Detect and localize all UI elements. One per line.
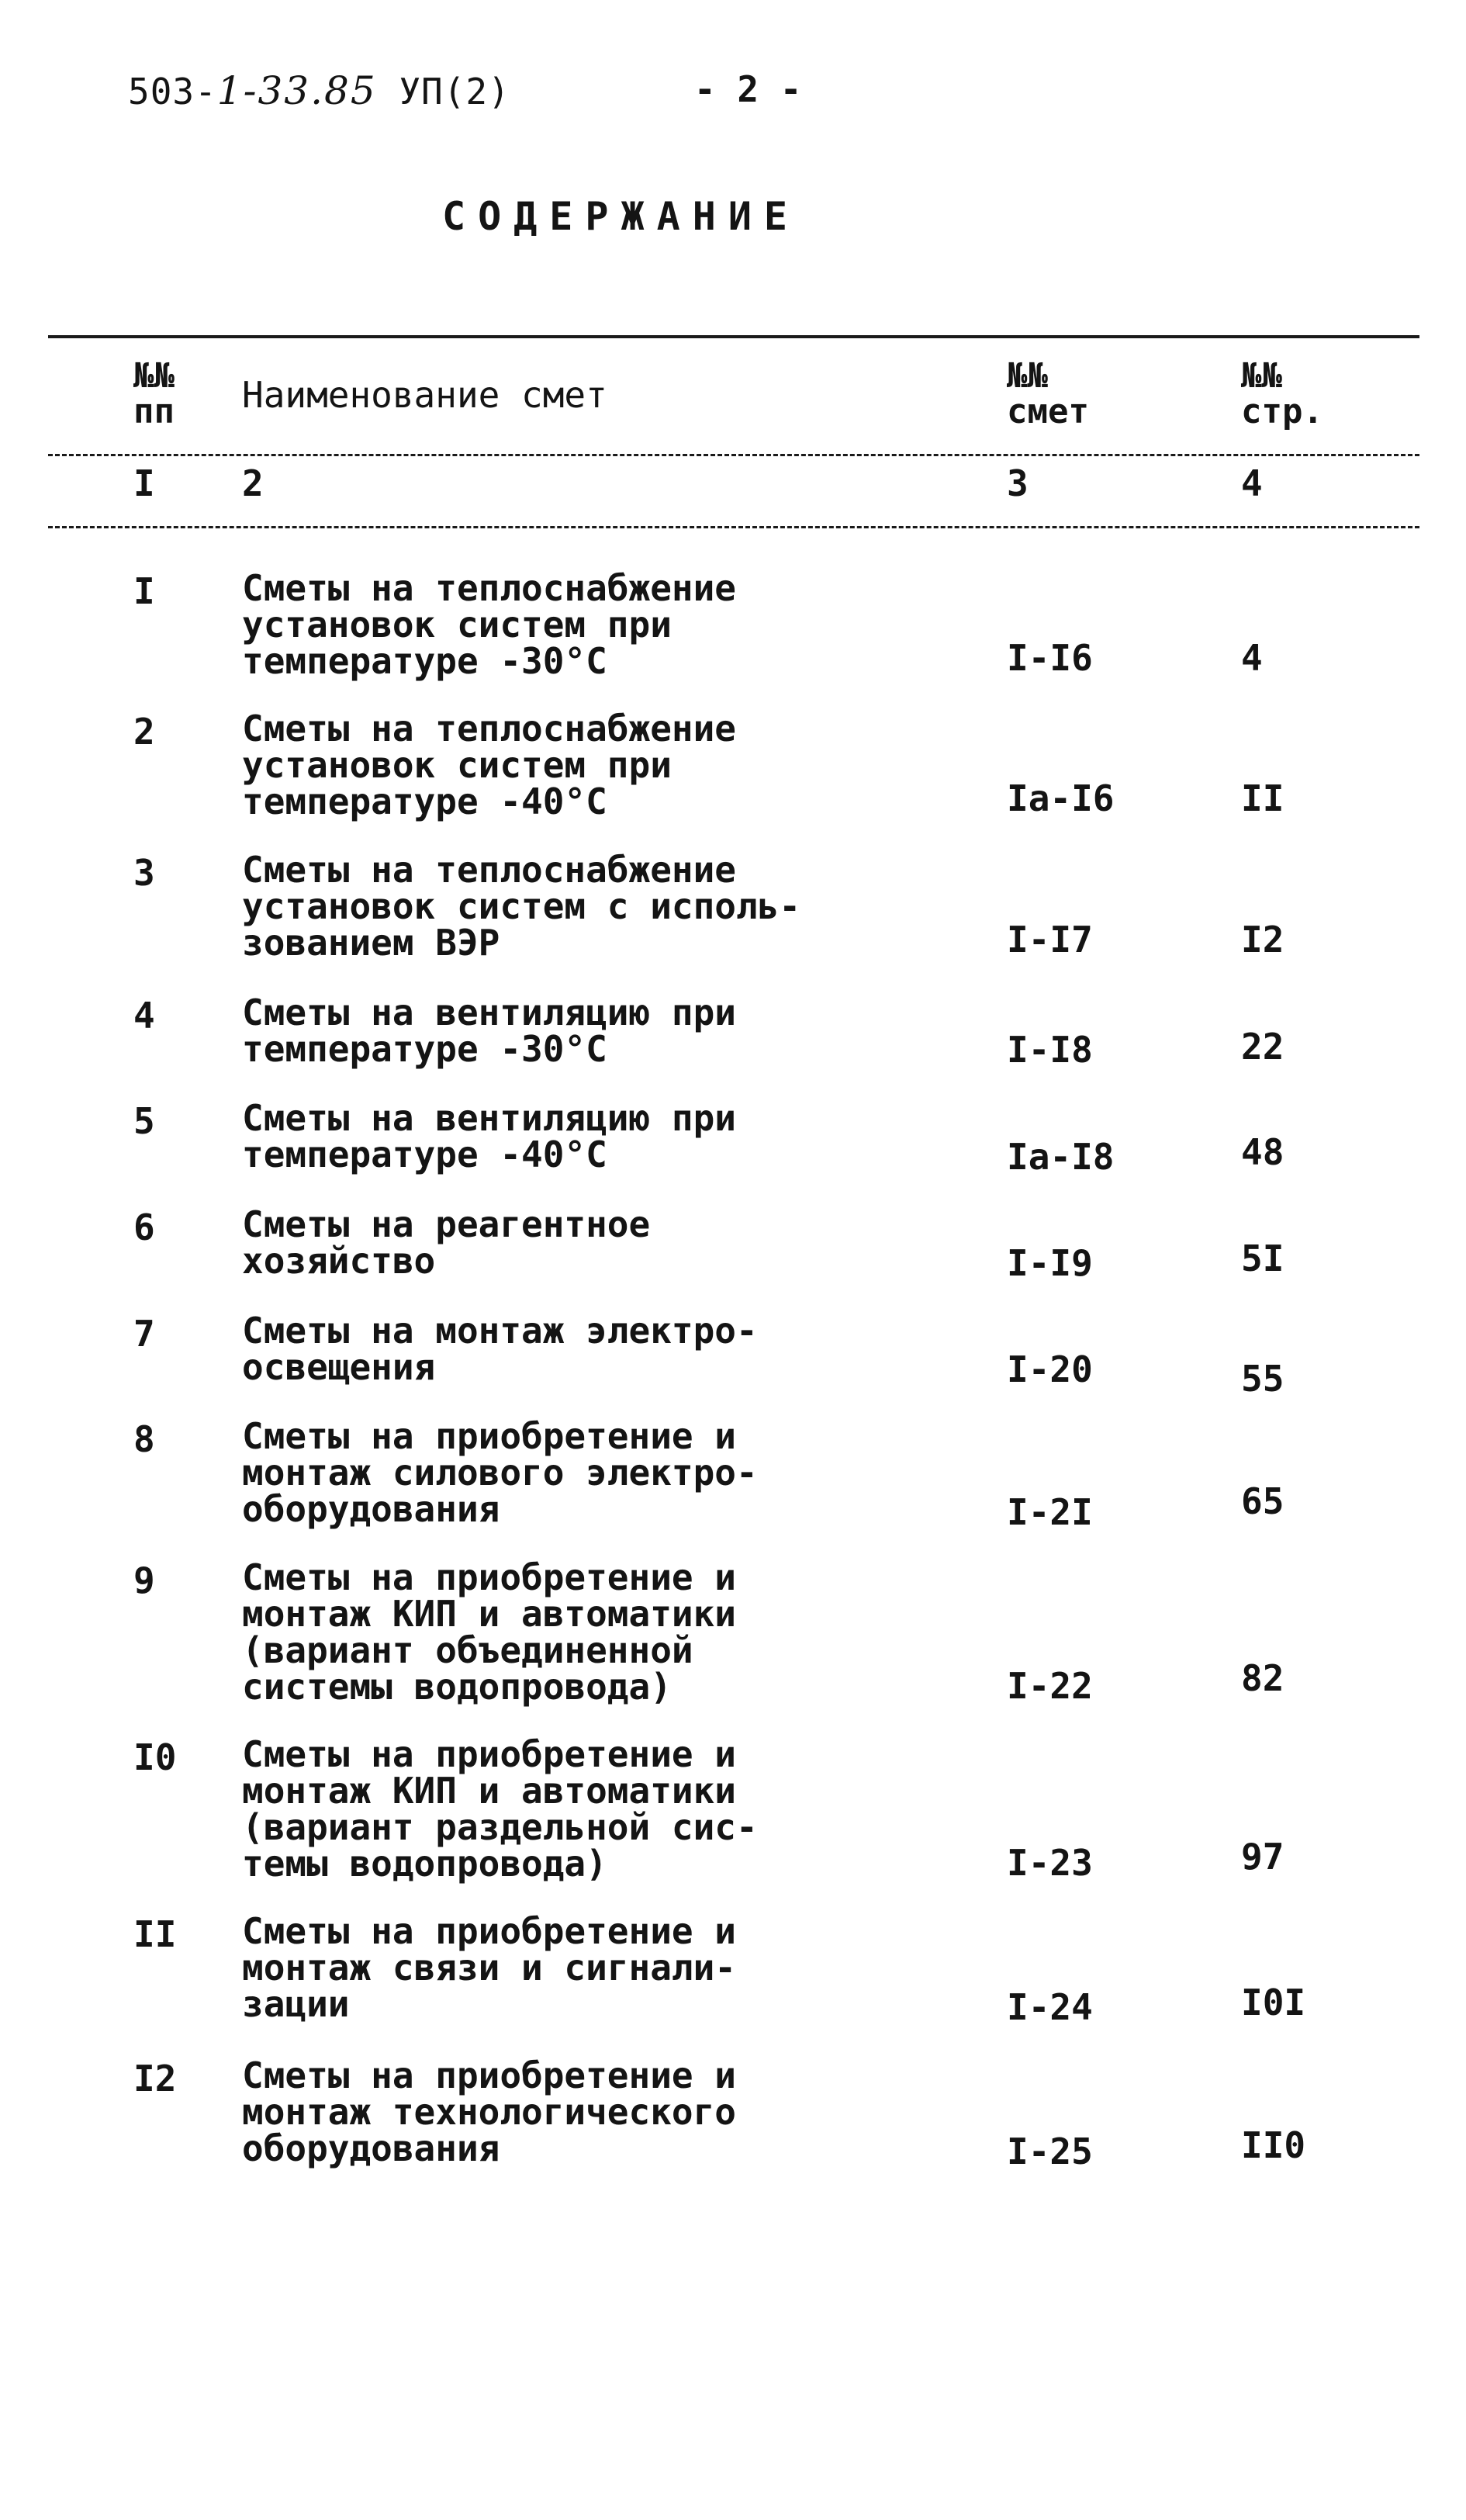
row-estimate: I-I7 [1007, 919, 1093, 961]
row-number: II [133, 1913, 177, 1955]
row-name: Сметы на приобретение и монтаж технологического оборудования [242, 2054, 736, 2169]
column-header-name: Наименование смет [242, 374, 607, 416]
column-number-1: I [133, 462, 155, 504]
column-number-3: 3 [1007, 462, 1029, 504]
row-name: Сметы на монтаж электро- освещения [242, 1310, 758, 1388]
row-number: 7 [133, 1313, 155, 1355]
column-header-page: №№ стр. [1241, 356, 1323, 431]
row-page: I2 [1241, 919, 1284, 961]
document-code-prefix: 503- [128, 71, 217, 112]
row-name: Сметы на вентиляцию при температуре -40°С [242, 1097, 736, 1175]
row-page: 22 [1241, 1026, 1284, 1068]
column-number-4: 4 [1241, 462, 1263, 504]
table-header-rule [48, 454, 1419, 456]
row-estimate: I-25 [1007, 2131, 1093, 2172]
document-code-suffix: УП(2) [399, 71, 510, 112]
row-name: Сметы на вентиляцию при температуре -30°С [242, 992, 736, 1070]
row-estimate: Iа-I6 [1007, 777, 1115, 819]
row-estimate: I-23 [1007, 1842, 1093, 1884]
row-name: Сметы на приобретение и монтаж КИП и автоматики (вариант объединенной системы водопровода) [242, 1556, 736, 1708]
page-title: СОДЕРЖАНИЕ [442, 194, 800, 239]
row-number: 4 [133, 995, 155, 1037]
row-number: 5 [133, 1100, 155, 1142]
row-number: I [133, 570, 155, 612]
row-name: Сметы на приобретение и монтаж КИП и автоматики (вариант раздельной сис- темы водопровода) [242, 1733, 758, 1885]
row-number: 6 [133, 1206, 155, 1248]
row-name: Сметы на приобретение и монтаж силового электро- оборудования [242, 1415, 758, 1530]
column-number-2: 2 [242, 462, 264, 504]
row-page: 48 [1241, 1131, 1284, 1173]
row-page: 97 [1241, 1836, 1284, 1878]
row-name: Сметы на теплоснабжение установок систем с исполь- зованием ВЭР [242, 849, 801, 964]
row-estimate: I-2I [1007, 1491, 1093, 1533]
row-estimate: I-20 [1007, 1348, 1093, 1390]
row-page: II0 [1241, 2124, 1306, 2166]
row-name: Сметы на приобретение и монтаж связи и сигнали- зации [242, 1910, 736, 2025]
column-header-estimate: №№ смет [1007, 356, 1089, 431]
document-code-handwritten: 1-33.85 [216, 68, 377, 113]
row-estimate: I-I9 [1007, 1242, 1093, 1284]
row-page: 5I [1241, 1238, 1284, 1279]
row-number: 8 [133, 1418, 155, 1460]
row-number: I2 [133, 2058, 177, 2099]
table-top-rule [48, 335, 1419, 338]
row-page: 82 [1241, 1657, 1284, 1699]
row-number: 9 [133, 1559, 155, 1601]
row-number: 3 [133, 852, 155, 894]
row-page: 4 [1241, 637, 1263, 679]
page-number: - 2 - [694, 68, 802, 110]
row-page: I0I [1241, 1982, 1306, 2023]
row-estimate: Iа-I8 [1007, 1136, 1115, 1178]
row-estimate: I-24 [1007, 1986, 1093, 2028]
row-number: I0 [133, 1736, 177, 1778]
row-name: Сметы на теплоснабжение установок систем при температуре -40°С [242, 708, 736, 822]
row-estimate: I-22 [1007, 1665, 1093, 1707]
row-page: 55 [1241, 1358, 1284, 1400]
row-page: II [1241, 777, 1284, 819]
row-name: Сметы на теплоснабжение установок систем при температуре -30°С [242, 567, 736, 682]
column-header-num: №№ пп [133, 356, 175, 431]
table-colnum-rule [48, 526, 1419, 528]
row-name: Сметы на реагентное хозяйство [242, 1203, 651, 1282]
document-code [128, 68, 510, 113]
row-page: 65 [1241, 1480, 1284, 1522]
row-estimate: I-I6 [1007, 637, 1093, 679]
row-estimate: I-I8 [1007, 1029, 1093, 1071]
row-number: 2 [133, 711, 155, 753]
